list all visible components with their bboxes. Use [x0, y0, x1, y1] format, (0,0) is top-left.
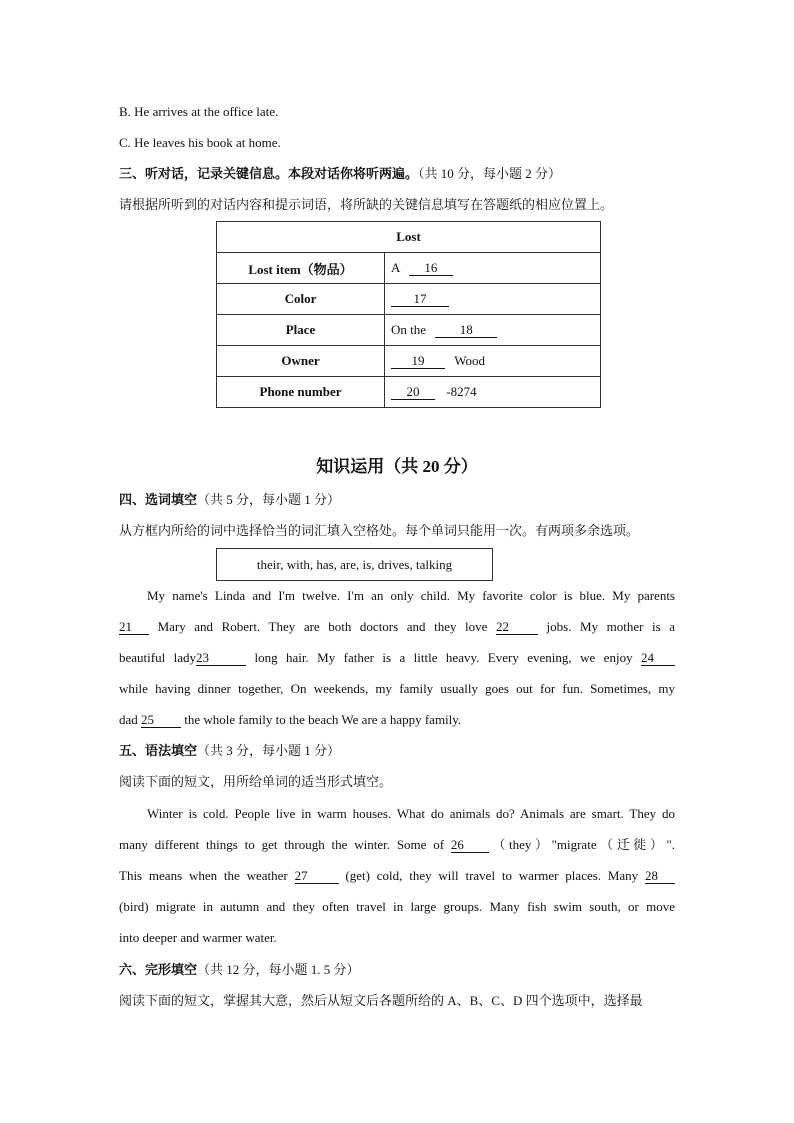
- section6-header: [119, 960, 360, 980]
- blank-16[interactable]: 16: [409, 260, 453, 276]
- row-label: Lost item（物品）: [217, 253, 385, 284]
- table-row: [217, 377, 601, 408]
- row-label: Owner: [217, 346, 385, 377]
- section5-passage: [119, 798, 675, 953]
- passage-line: (bird) migrate in autumn and they often travel in large groups. Many fish swim south, or move: [119, 899, 675, 914]
- section3-instruction: 请根据所听到的对话内容和提示词语，将所缺的关键信息填写在答题纸的相应位置上。: [119, 197, 614, 212]
- passage-line: This means when the weather 27 (get) cold, they will travel to warmer places. Many 28: [119, 860, 675, 891]
- section6-heading: 六、完形填空: [119, 962, 198, 977]
- blank-18[interactable]: 18: [435, 322, 497, 338]
- row-label: Color: [217, 284, 385, 315]
- row-value: [385, 253, 601, 284]
- section3-heading: 三、听对话，记录关键信息。本段对话你将听两遍。: [119, 166, 419, 181]
- section6-instruction: 阅读下面的短文，掌握其大意，然后从短文后各题所给的 A、B、C、D 四个选项中，选择最: [119, 993, 643, 1008]
- blank-19[interactable]: 19: [391, 353, 445, 369]
- row-prefix: A: [391, 260, 400, 275]
- passage-line: while having dinner together, On weekends, my family usually goes out for fun. Sometimes, my: [119, 681, 675, 696]
- row-value: [385, 284, 601, 315]
- table-row: [217, 315, 601, 346]
- blank-23[interactable]: 23: [196, 650, 246, 666]
- blank-24[interactable]: 24: [641, 650, 675, 666]
- passage-line: into deeper and warmer water.: [119, 930, 277, 945]
- section4-passage: [119, 580, 675, 735]
- blank-20[interactable]: 20: [391, 384, 435, 400]
- row-value: [385, 315, 601, 346]
- blank-17[interactable]: 17: [391, 291, 449, 307]
- row-label: Phone number: [217, 377, 385, 408]
- blank-26[interactable]: 26: [451, 837, 489, 853]
- blank-28[interactable]: 28: [645, 868, 675, 884]
- passage-line: 21 Mary and Robert. They are both doctors and they love 22 jobs. My mother is a: [119, 619, 675, 634]
- option-c: C. He leaves his book at home.: [119, 135, 281, 150]
- section5-header: [119, 741, 340, 761]
- blank-21[interactable]: 21: [119, 619, 149, 635]
- row-prefix: On the: [391, 322, 427, 337]
- section4-score: （共 5 分，每小题 1 分）: [197, 492, 341, 507]
- word-box: their, with, has, are, is, drives, talking: [216, 548, 493, 581]
- section4-instruction: 从方框内所给的词中选择恰当的词汇填入空格处。每个单词只能用一次。有两项多余选项。: [119, 523, 640, 538]
- option-b: B. He arrives at the office late.: [119, 104, 279, 119]
- section5-heading: 五、语法填空: [119, 743, 198, 758]
- section4-header: [119, 490, 340, 510]
- row-suffix: -8274: [446, 384, 477, 399]
- lost-table: [216, 221, 601, 408]
- table-row: [217, 284, 601, 315]
- table-row: [217, 346, 601, 377]
- part-title: 知识运用（共 20 分）: [316, 457, 478, 476]
- row-label: Place: [217, 315, 385, 346]
- blank-27[interactable]: 27: [295, 868, 339, 884]
- passage-line: My name's Linda and I'm twelve. I'm an only child. My favorite color is blue. My parents: [147, 588, 675, 603]
- passage-line: many different things to get through the winter. Some of 26 （they）"migrate（迁徙）".: [119, 837, 675, 852]
- passage-line: dad 25 the whole family to the beach We are a happy family.: [119, 712, 462, 727]
- section3-header: [119, 164, 561, 184]
- passage-line: beautiful lady23 long hair. My father is a little heavy. Every evening, we enjoy 24: [119, 642, 675, 673]
- section4-heading: 四、选词填空: [119, 492, 198, 507]
- table-row: [217, 253, 601, 284]
- lost-table-title: Lost: [217, 222, 601, 253]
- row-value: [385, 346, 601, 377]
- blank-25[interactable]: 25: [141, 712, 181, 728]
- section6-score: （共 12 分，每小题 1. 5 分）: [197, 962, 360, 977]
- passage-line: Winter is cold. People live in warm houses. What do animals do? Animals are smart. They do: [147, 806, 675, 821]
- blank-22[interactable]: 22: [496, 619, 538, 635]
- row-suffix: Wood: [454, 353, 485, 368]
- section3-score: （共 10 分，每小题 2 分）: [418, 166, 562, 181]
- section5-instruction: 阅读下面的短文，用所给单词的适当形式填空。: [119, 774, 393, 789]
- section5-score: （共 3 分，每小题 1 分）: [197, 743, 341, 758]
- row-value: [385, 377, 601, 408]
